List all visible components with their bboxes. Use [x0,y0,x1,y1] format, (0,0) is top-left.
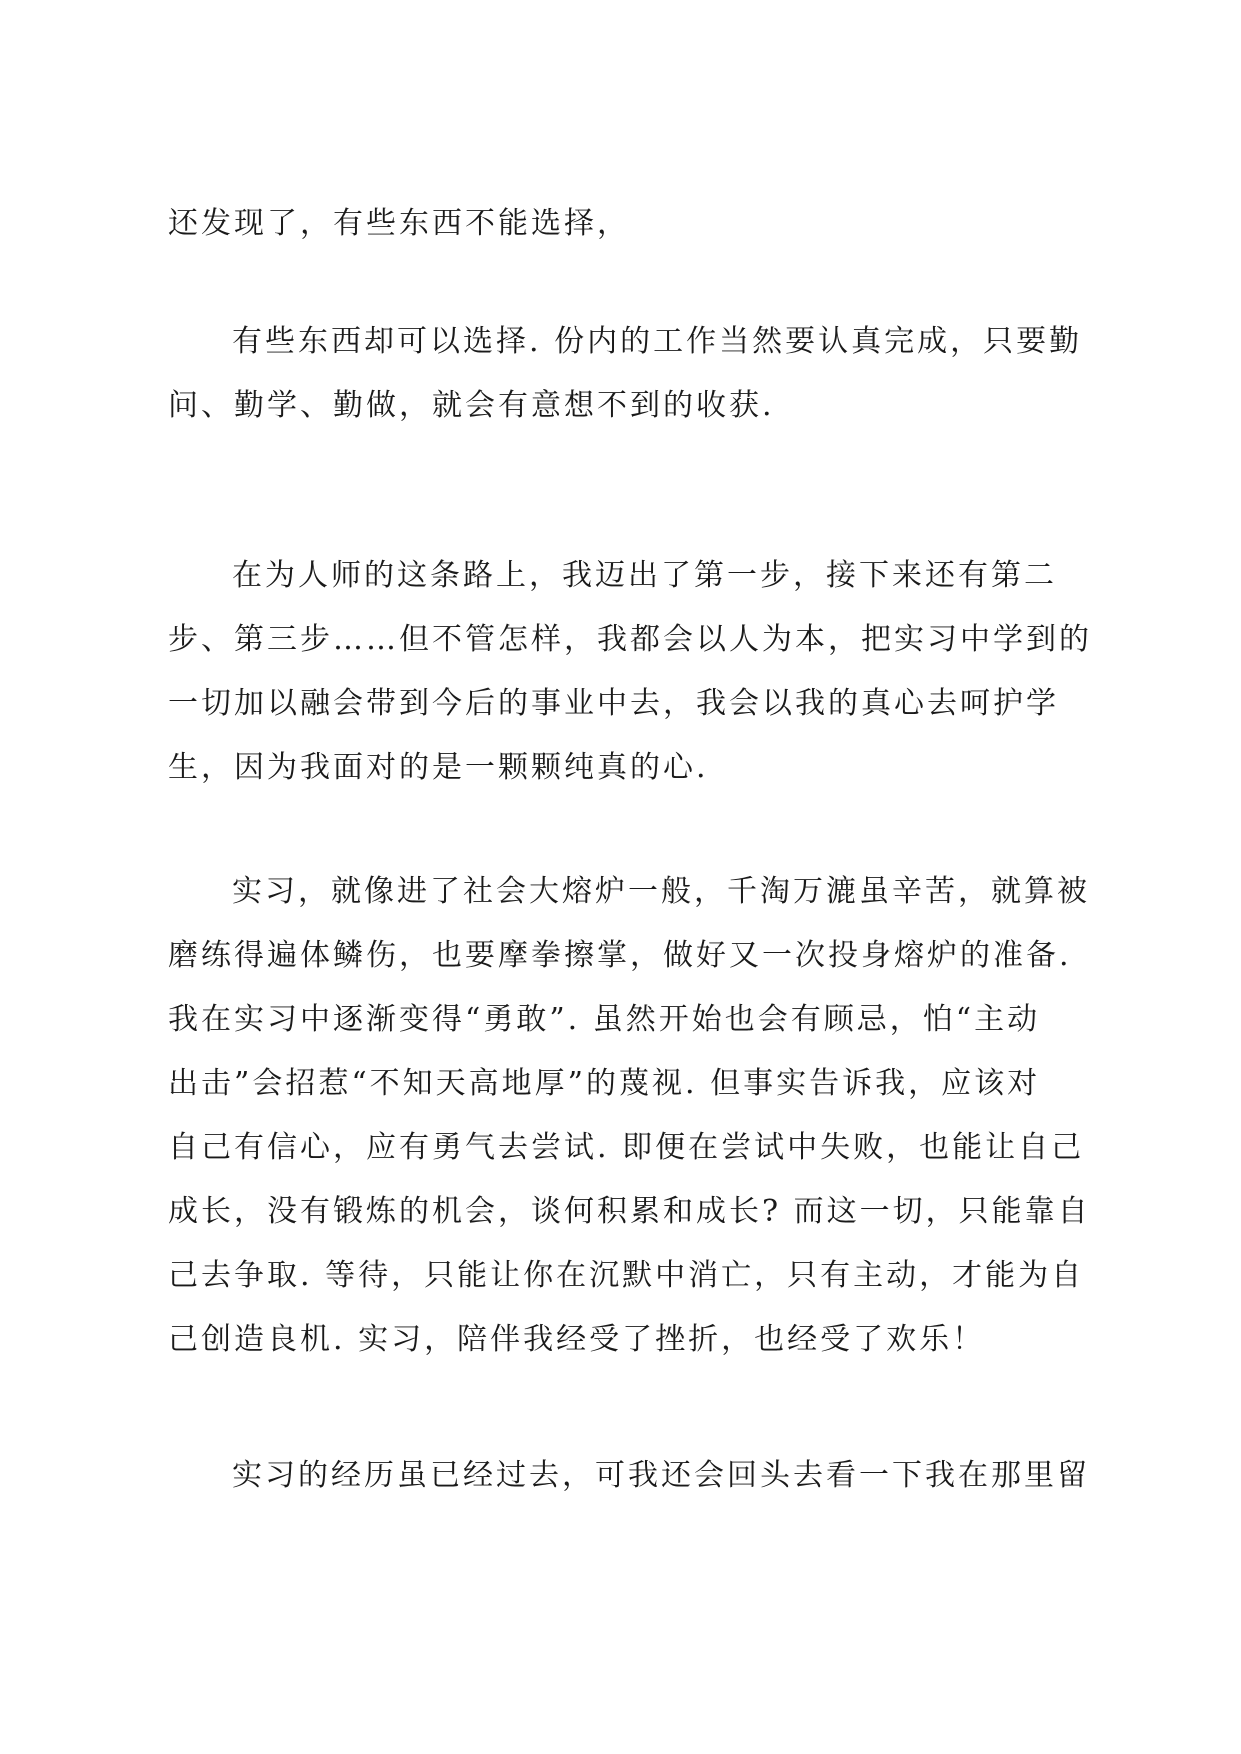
paragraph-line: 出击”会招惹“不知天高地厚”的蔑视. 但事实告诉我，应该对 [168,1066,1041,1101]
paragraph-line: 己去争取. 等待，只能让你在沉默中消亡，只有主动，才能为自 [168,1258,1085,1293]
paragraph-5 [168,1444,1098,1508]
paragraph-line: 实习，就像进了社会大熔炉一般，千淘万漉虽辛苦，就算被 [232,874,1090,909]
paragraph-line: 自己有信心，应有勇气去尝试. 即便在尝试中失败，也能让自己 [168,1130,1085,1165]
paragraph-line: 在为人师的这条路上，我迈出了第一步，接下来还有第二 [232,558,1057,593]
paragraph-line: 生，因为我面对的是一颗颗纯真的心. [168,750,709,785]
paragraph-3 [168,544,1098,800]
paragraph-2 [168,310,1098,438]
paragraph-line: 成长，没有锻炼的机会，谈何积累和成长? 而这一切，只能靠自 [168,1194,1091,1229]
paragraph-line: 有些东西却可以选择. 份内的工作当然要认真完成，只要勤 [232,324,1083,359]
paragraph-line: 一切加以融会带到今后的事业中去，我会以我的真心去呵护学 [168,686,1059,721]
paragraph-line: 还发现了，有些东西不能选择， [168,206,630,241]
paragraph-line: 我在实习中逐渐变得“勇敢”. 虽然开始也会有顾忌，怕“主动 [168,1002,1041,1037]
paragraph-line: 己创造良机. 实习，陪伴我经受了挫折，也经受了欢乐！ [168,1322,986,1357]
paragraph-line: 磨练得遍体鳞伤，也要摩拳擦掌，做好又一次投身熔炉的准备. [168,938,1072,973]
paragraph-line: 步、第三步……但不管怎样，我都会以人为本，把实习中学到的 [168,622,1092,657]
paragraph-line: 实习的经历虽已经过去，可我还会回头去看一下我在那里留 [232,1458,1090,1493]
paragraph-1 [168,192,1098,256]
paragraph-line: 问、勤学、勤做，就会有意想不到的收获. [168,388,775,423]
paragraph-4 [168,860,1098,1372]
